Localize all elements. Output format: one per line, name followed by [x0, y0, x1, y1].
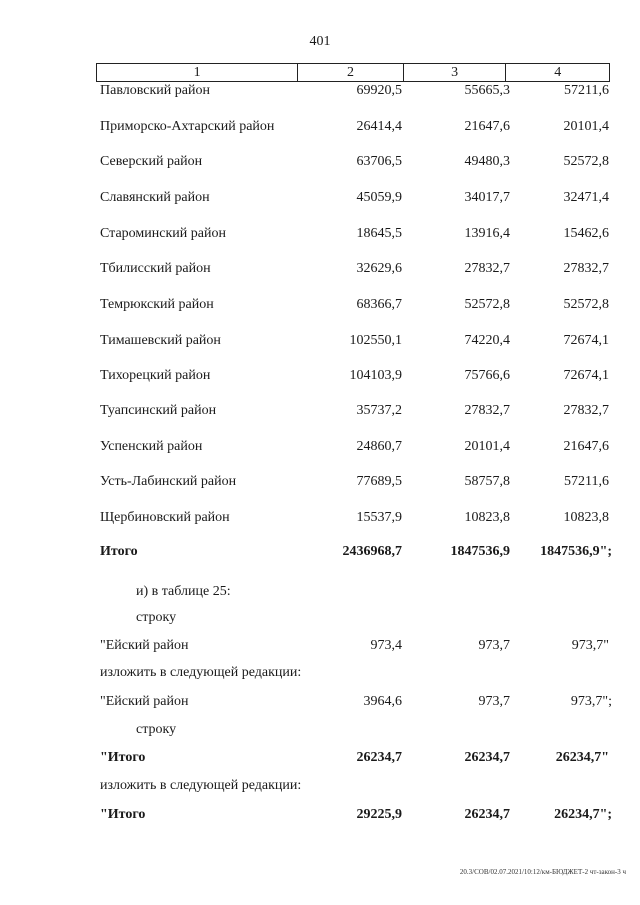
row-col-3: 973,7: [478, 694, 510, 709]
row-col-3: 26234,7: [464, 750, 510, 765]
row-col-3: 34017,7: [464, 190, 510, 205]
old-row-eysk: [0, 636, 640, 656]
table-header: [96, 63, 610, 82]
row-name: Славянский район: [100, 190, 210, 205]
table-row: [0, 259, 640, 279]
header-col-3: 3: [404, 64, 507, 81]
row-name: Тимашевский район: [100, 333, 221, 348]
row-col-3: 74220,4: [464, 333, 510, 348]
table-row: [0, 81, 640, 101]
row-name: Приморско-Ахтарский район: [100, 119, 275, 134]
total-col-3: 1847536,9: [450, 544, 510, 559]
row-col-3: 21647,6: [464, 119, 510, 134]
row-col-4: 52572,8: [563, 297, 609, 312]
row-name: Усть-Лабинский район: [100, 474, 237, 489]
row-col-2: 973,4: [370, 638, 402, 653]
row-word-2: строку: [136, 722, 177, 737]
row-col-4: 52572,8: [563, 154, 609, 169]
amendment-intro: и) в таблице 25:: [136, 584, 231, 599]
row-col-4: 973,7";: [570, 694, 612, 709]
row-name: Северский район: [100, 154, 203, 169]
row-col-2: 26414,4: [356, 119, 402, 134]
row-col-3: 27832,7: [464, 403, 510, 418]
row-col-4: 26234,7": [555, 750, 609, 765]
row-col-3: 26234,7: [464, 807, 510, 822]
row-word-1: строку: [136, 610, 177, 625]
row-col-4: 21647,6: [563, 439, 609, 454]
row-col-2: 35737,2: [356, 403, 402, 418]
row-col-3: 52572,8: [464, 297, 510, 312]
header-col-1: 1: [97, 64, 298, 81]
row-col-2: 69920,5: [356, 83, 402, 98]
row-col-2: 29225,9: [356, 807, 402, 822]
row-col-4: 32471,4: [563, 190, 609, 205]
row-name: Староминский район: [100, 226, 226, 241]
row-col-2: 77689,5: [356, 474, 402, 489]
header-col-2: 2: [298, 64, 404, 81]
total-row: [0, 542, 640, 562]
row-col-3: 58757,8: [464, 474, 510, 489]
row-col-4: 27832,7: [563, 403, 609, 418]
row-name: "Ейский район: [100, 694, 189, 709]
table-row: [0, 366, 640, 386]
row-name: "Итого: [100, 807, 146, 822]
row-col-2: 68366,7: [356, 297, 402, 312]
header-col-4: 4: [554, 65, 562, 80]
row-col-3: 10823,8: [464, 510, 510, 525]
row-col-3: 55665,3: [464, 83, 510, 98]
row-name: "Итого: [100, 750, 146, 765]
row-col-4: 26234,7";: [554, 807, 612, 822]
row-col-4: 10823,8: [563, 510, 609, 525]
row-col-4: 20101,4: [563, 119, 609, 134]
document-footer: 20.3/СОВ/02.07.2021/10:12/км-БЮДЖЕТ-2 чт-закон-3 ч: [459, 868, 626, 876]
table-row: [0, 331, 640, 351]
old-row-total: [0, 748, 640, 768]
row-col-3: 13916,4: [464, 226, 510, 241]
table-row: [0, 437, 640, 457]
page-number: 401: [309, 34, 331, 49]
row-col-2: 26234,7: [356, 750, 402, 765]
row-col-2: 24860,7: [356, 439, 402, 454]
table-row: [0, 117, 640, 137]
row-col-2: 15537,9: [356, 510, 402, 525]
row-col-4: 72674,1: [563, 333, 609, 348]
row-col-2: 63706,5: [356, 154, 402, 169]
row-col-3: 49480,3: [464, 154, 510, 169]
row-col-4: 57211,6: [564, 83, 609, 98]
table-row: [0, 295, 640, 315]
new-row-eysk: [0, 692, 640, 712]
new-row-total: [0, 805, 640, 825]
row-col-3: 75766,6: [464, 368, 510, 383]
row-col-2: 102550,1: [349, 333, 402, 348]
row-col-3: 27832,7: [464, 261, 510, 276]
table-row: [0, 224, 640, 244]
table-row: [0, 472, 640, 492]
table-row: [0, 188, 640, 208]
row-col-4: 15462,6: [563, 226, 609, 241]
row-name: Успенский район: [100, 439, 203, 454]
total-label: Итого: [100, 544, 138, 559]
table-row: [0, 401, 640, 421]
row-col-2: 32629,6: [356, 261, 402, 276]
row-name: "Ейский район: [100, 638, 189, 653]
row-col-3: 20101,4: [464, 439, 510, 454]
row-col-4: 27832,7: [563, 261, 609, 276]
row-name: Туапсинский район: [100, 403, 217, 418]
row-col-2: 45059,9: [356, 190, 402, 205]
row-col-4: 72674,1: [563, 368, 609, 383]
row-name: Тихорецкий район: [100, 368, 211, 383]
table-row: [0, 152, 640, 172]
set-text-2: изложить в следующей редакции:: [100, 778, 302, 793]
total-col-2: 2436968,7: [342, 544, 402, 559]
row-col-2: 18645,5: [356, 226, 402, 241]
row-col-2: 3964,6: [363, 694, 402, 709]
row-col-4: 973,7": [571, 638, 609, 653]
row-col-4: 57211,6: [564, 474, 609, 489]
total-col-4: 1847536,9";: [540, 544, 612, 559]
row-name: Щербиновский район: [100, 510, 230, 525]
set-text-1: изложить в следующей редакции:: [100, 665, 302, 680]
row-col-2: 104103,9: [349, 368, 402, 383]
row-col-3: 973,7: [478, 638, 510, 653]
row-name: Павловский район: [100, 83, 210, 98]
table-row: [0, 508, 640, 528]
row-name: Темрюкский район: [100, 297, 214, 312]
row-name: Тбилисский район: [100, 261, 211, 276]
